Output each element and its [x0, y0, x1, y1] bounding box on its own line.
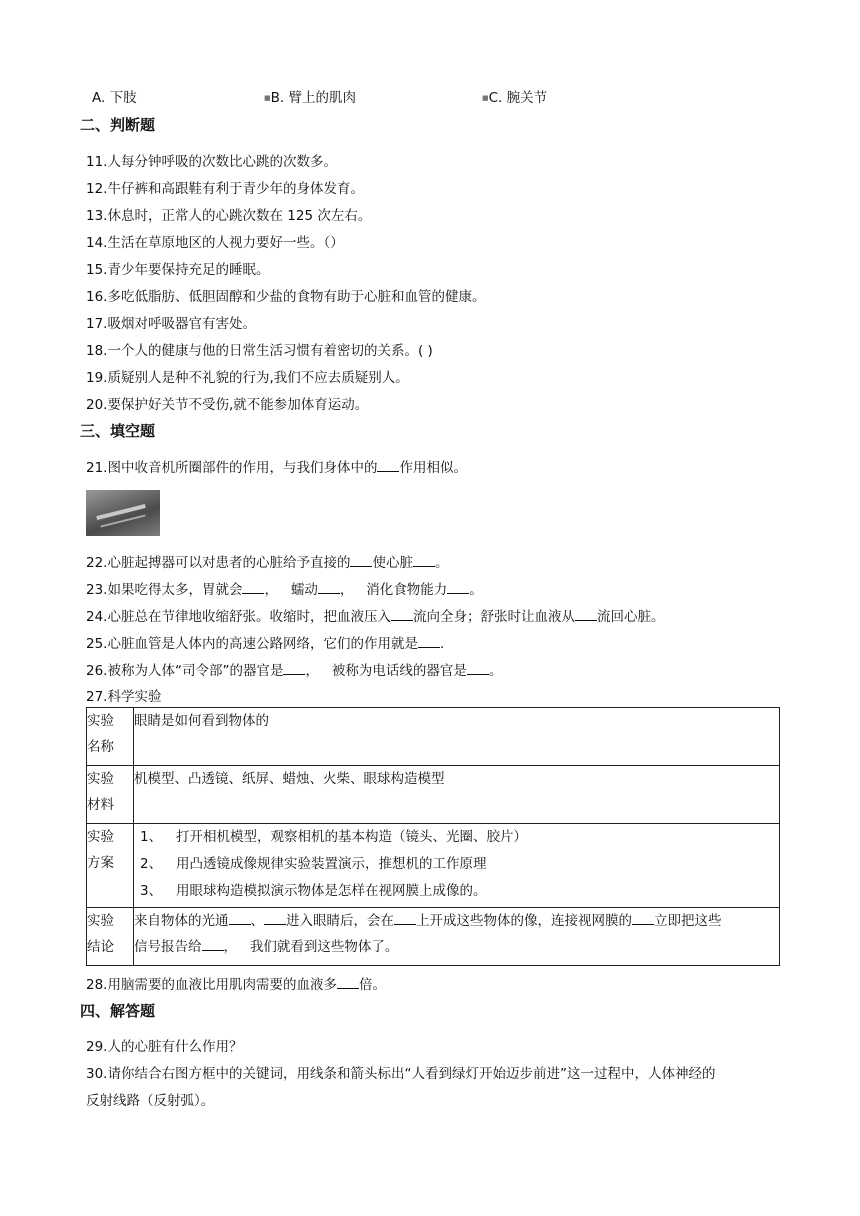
question-text: 。 [469, 582, 483, 598]
experiment-table [86, 707, 780, 966]
question-text: 23.如果吃得太多，胃就会 [86, 582, 243, 598]
answer-blank[interactable] [418, 634, 440, 648]
row-label: 实验 材料 [87, 766, 134, 824]
row-content: 机模型、凸透镜、纸屏、蜡烛、火柴、眼球构造模型 [134, 766, 780, 824]
answer-blank[interactable] [391, 607, 413, 621]
section-heading-answer: 四、解答题 [80, 1002, 156, 1020]
answer-blank[interactable] [337, 975, 359, 989]
answer-blank[interactable] [575, 607, 597, 621]
option-c [482, 86, 547, 106]
question-30-line-1: 30.请你结合右图方框中的关键词，用线条和箭头标出“人看到绿灯开始迈步前进”这一过程中，人体神经的 [86, 1066, 716, 1082]
row-label: 实验 名称 [87, 708, 134, 766]
answer-blank[interactable] [242, 580, 264, 594]
question-text: 21.图中收音机所圈部件的作用，与我们身体中的 [86, 460, 378, 476]
row-content [134, 824, 780, 908]
question-text: 24.心脏总在节律地收缩舒张。收缩时，把血液压入 [86, 609, 391, 625]
section-heading-fill: 三、填空题 [80, 422, 156, 440]
option-marker: ■ [482, 94, 489, 102]
answer-blank[interactable] [413, 553, 435, 567]
question-11: 11.人每分钟呼吸的次数比心跳的次数多。 [86, 154, 337, 170]
answer-blank[interactable] [377, 458, 399, 472]
answer-blank[interactable] [632, 911, 654, 925]
question-12: 12.牛仔裤和高跟鞋有利于青少年的身体发育。 [86, 181, 364, 197]
table-row [87, 708, 780, 766]
question-text: 28.用脑需要的血液比用肌肉需要的血液多 [86, 977, 337, 993]
question-14: 14.生活在草原地区的人视力要好一些。（） [86, 235, 344, 251]
question-text: ， 消化食物能力 [339, 582, 448, 598]
question-17: 17.吸烟对呼吸器官有害处。 [86, 316, 256, 332]
row-content: 来自物体的光通 、 进入眼睛后，会在 上开成这些物体的像，连接视网膜的 立即把这些 信号报告给 ， 我们就看到这些物体了。 [134, 908, 780, 966]
plan-step: 1、 打开相机模型，观察相机的基本构造（镜头、光圈、胶片） [140, 829, 527, 845]
row-label: 实验 结论 [87, 908, 134, 966]
question-13: 13.休息时，正常人的心跳次数在 125 次左右。 [86, 208, 372, 224]
question-text: 流向全身；舒张时让血液从 [412, 609, 575, 625]
question-22 [86, 551, 448, 571]
option-b [264, 86, 356, 106]
answer-blank[interactable] [447, 580, 469, 594]
question-26 [86, 659, 502, 679]
answer-blank[interactable] [318, 580, 340, 594]
answer-blank[interactable] [394, 911, 416, 925]
question-19: 19.质疑别人是种不礼貌的行为,我们不应去质疑别人。 [86, 370, 409, 386]
question-text: ， 被称为电话线的器官是 [305, 663, 467, 679]
answer-blank[interactable] [467, 661, 489, 675]
multiple-choice-options [92, 86, 792, 108]
question-text: 25.心脏血管是人体内的高速公路网络，它们的作用就是 [86, 636, 418, 652]
row-content: 眼睛是如何看到物体的 [134, 708, 780, 766]
question-30-line-2: 反射线路（反射弧）。 [86, 1093, 215, 1109]
option-a: A. 下肢 [92, 90, 137, 106]
question-27: 27.科学实验 [86, 689, 162, 705]
question-16: 16.多吃低脂肪、低胆固醇和少盐的食物有助于心脏和血管的健康。 [86, 289, 486, 305]
question-20: 20.要保护好关节不受伤,就不能参加体育运动。 [86, 397, 369, 413]
question-21 [86, 456, 467, 476]
question-28 [86, 973, 386, 993]
question-text: ， 蠕动 [264, 582, 318, 598]
question-text: 26.被称为人体“司令部”的器官是 [86, 663, 284, 679]
plan-step: 3、 用眼球构造模拟演示物体是怎样在视网膜上成像的。 [140, 883, 487, 899]
radio-component-image [86, 490, 160, 536]
question-23 [86, 578, 483, 598]
question-text: 流回心脏。 [596, 609, 665, 625]
section-heading-judgement: 二、判断题 [80, 116, 156, 134]
question-text: 倍。 [358, 977, 386, 993]
option-marker: ■ [264, 94, 271, 102]
option-c-text: C. 腕关节 [488, 90, 548, 106]
answer-blank[interactable] [283, 661, 305, 675]
question-24 [86, 605, 664, 625]
answer-blank[interactable] [229, 911, 251, 925]
answer-blank[interactable] [350, 553, 372, 567]
question-18: 18.一个人的健康与他的日常生活习惯有着密切的关系。( ) [86, 343, 433, 359]
question-29: 29.人的心脏有什么作用？ [86, 1039, 243, 1055]
question-text: 使心脏 [372, 555, 413, 571]
question-text: . [439, 636, 445, 652]
question-text: 。 [488, 663, 503, 679]
question-text: 22.心脏起搏器可以对患者的心脏给予直接的 [86, 555, 351, 571]
question-15: 15.青少年要保持充足的睡眠。 [86, 262, 270, 278]
answer-blank[interactable] [202, 937, 224, 951]
option-b-text: B. 臂上的肌肉 [270, 90, 356, 106]
question-text: 。 [434, 555, 449, 571]
table-row [87, 824, 780, 908]
plan-step: 2、 用凸透镜成像规律实验装置演示，推想机的工作原理 [140, 856, 487, 872]
table-row [87, 766, 780, 824]
question-text: 作用相似。 [399, 460, 467, 476]
row-label: 实验 方案 [87, 824, 134, 908]
answer-blank[interactable] [264, 911, 286, 925]
question-25 [86, 632, 444, 652]
table-row [87, 908, 780, 966]
